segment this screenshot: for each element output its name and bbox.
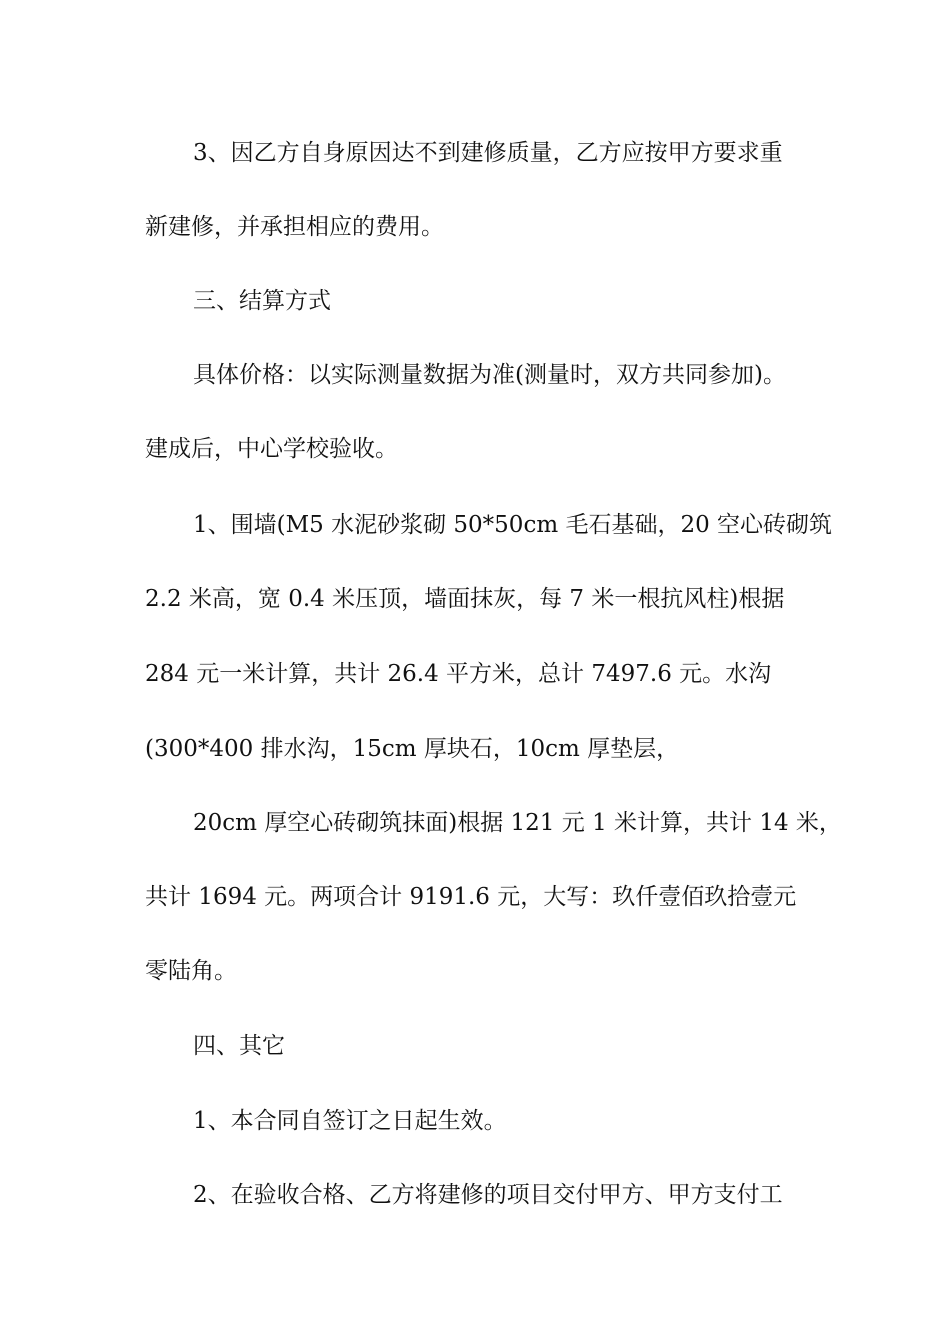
section-heading-other: 四、其它 [193,1033,285,1059]
paragraph-wall-line-3: 284 元一米计算，共计 26.4 平方米，总计 7497.6 元。水沟 [145,661,772,687]
paragraph-wall-line-2: 2.2 米高，宽 0.4 米压顶，墙面抹灰，每 7 米一根抗风柱)根据 [145,586,785,612]
paragraph-effective-line: 1、本合同自签订之日起生效。 [193,1108,507,1134]
section-heading-settlement: 三、结算方式 [193,288,331,314]
paragraph-wall-line-1: 1、围墙(M5 水泥砂浆砌 50*50cm 毛石基础，20 空心砖砌筑 [193,512,833,538]
paragraph-quality-line-2: 新建修，并承担相应的费用。 [145,214,444,240]
paragraph-price-line-1: 具体价格：以实际测量数据为准(测量时，双方共同参加)。 [193,362,786,388]
paragraph-ditch-line-1: 20cm 厚空心砖砌筑抹面)根据 121 元 1 米计算，共计 14 米， [193,810,842,836]
paragraph-ditch-line-3: 零陆角。 [145,958,237,984]
paragraph-wall-line-4: (300*400 排水沟，15cm 厚块石，10cm 厚垫层， [145,736,680,762]
paragraph-price-line-2: 建成后，中心学校验收。 [145,436,398,462]
paragraph-ditch-line-2: 共计 1694 元。两项合计 9191.6 元，大写：玖仟壹佰玖拾壹元 [145,884,797,910]
paragraph-acceptance-line-1: 2、在验收合格、乙方将建修的项目交付甲方、甲方支付工 [193,1182,783,1208]
paragraph-quality-line-1: 3、因乙方自身原因达不到建修质量，乙方应按甲方要求重 [193,140,783,166]
